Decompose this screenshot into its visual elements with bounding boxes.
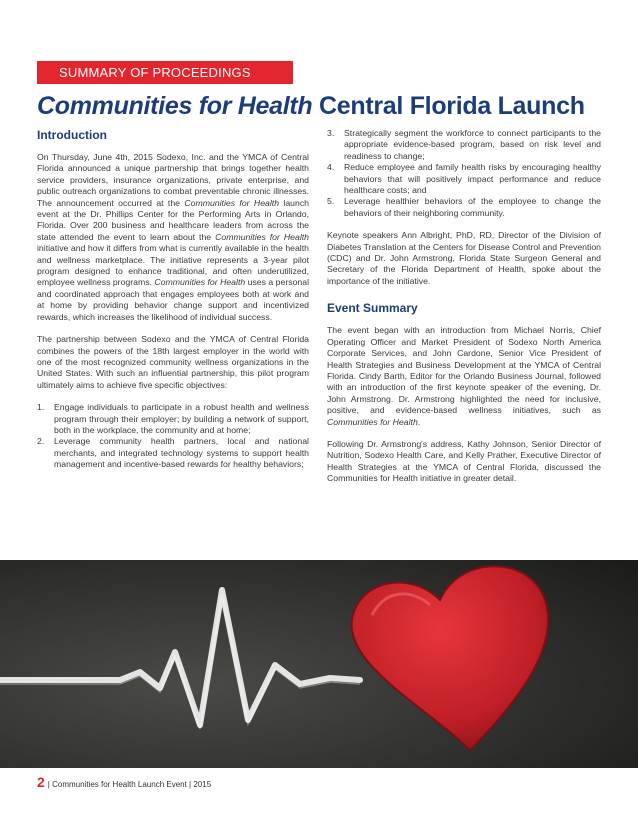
list-item	[327, 128, 601, 162]
event-summary-heading: Event Summary	[327, 301, 418, 316]
intro-paragraph-2: The partnership between Sodexo and the YMCA of Central Florida combines the powers of the 18th largest employer in the world with one of the most recognized community wellness organizations in the United States. With such an influential partnership, this pilot program ultimately aims to achieve five specific objectives:	[37, 334, 309, 390]
objectives-list-part-1	[37, 402, 309, 470]
text-run-italic: Communities for Health	[215, 231, 309, 242]
list-item	[327, 162, 601, 196]
list-item	[37, 436, 309, 470]
footer-text: | Communities for Health Launch Event | 2015	[47, 780, 212, 789]
right-column	[327, 128, 601, 496]
title-rest: Central Florida Launch	[312, 92, 585, 120]
list-number: 3.	[327, 128, 335, 138]
list-text: Strategically segment the workforce to connect participants to the appropriate evidence-based program, based on risk level and readiness to change;	[344, 128, 601, 161]
objectives-list-part-2	[327, 128, 601, 219]
chalkboard-illustration	[0, 560, 638, 768]
list-number: 5.	[327, 196, 335, 207]
text-run: initiative and how it differs from what is currently available in the health and wellness marketplace. The initiative represents a 3-year pilot program designed to enhance traditional, and often underutilized, employee wellness programs.	[37, 243, 309, 288]
intro-paragraph-1	[37, 152, 309, 323]
section-banner: SUMMARY OF PROCEEDINGS	[37, 61, 293, 84]
list-number: 2.	[37, 436, 45, 447]
list-number: 1.	[37, 402, 45, 413]
list-text: Engage individuals to participate in a robust health and wellness program through their employer; by building a network of support, both in the workplace, the community and at home;	[54, 402, 309, 435]
title-italic: Communities for Health	[37, 92, 313, 120]
text-run-italic: Communities for Health	[154, 277, 246, 288]
text-run-italic: Communities for Health	[327, 416, 418, 427]
list-item	[37, 402, 309, 436]
page-footer	[37, 774, 211, 790]
text-run: .	[417, 416, 421, 427]
heartbeat-heart-image	[0, 560, 638, 768]
page-number: 2	[37, 774, 45, 790]
text-run: The event began with an introduction from Michael Norris, Chief Operating Officer and Market President of Sodexo North America Corporate Services, and John Cardone, Senior Vice President of Health Strategies and Business Development at the YMCA of Central Florida. Cindy Barth, Editor for the Orlando Business Journal, followed with an introduction of the first keynote speaker of the evening, Dr. John Armstrong. Dr. Armstrong highlighted the need for inclusive, positive, and evidence-based wellness initiatives, such as	[327, 325, 601, 416]
keynote-paragraph: Keynote speakers Ann Albright, PhD, RD, Director of the Division of Diabetes Translation at the Centers for Disease Control and Prevention (CDC) and Dr. John Armstrong, Florida State Surgeon General and Secretary of the Florida Department of Health, spoke about the importance of the initiative.	[327, 230, 601, 286]
text-run: On Thursday, June 4th, 2015 Sodexo, Inc. and the YMCA of Central Florida announced a unique partnership that brings together health service providers, insurance organizations, private enterprise, and public outreach organizations to combat preventable chronic illnesses. The announcement occurred at the	[37, 152, 309, 208]
event-paragraph-2: Following Dr. Armstrong's address, Kathy Johnson, Senior Director of Nutrition, Sodexo Health Care, and Kelly Prather, Executive Director of Health Strategies at the YMCA of Central Florida, discussed the Communities for Health initiative in greater detail.	[327, 438, 601, 484]
text-run-italic: Communities for Health	[184, 197, 280, 208]
list-text: Reduce employee and family health risks by encouraging healthy behaviors that will positively impact performance and reduce healthcare costs; and	[344, 162, 601, 196]
list-item	[327, 196, 601, 219]
left-column	[37, 128, 309, 482]
text-run: uses a personal and coordinated approach that engages employees both at work and at home by providing behavior change support and incentivized rewards, which increases the likelihood of individual success.	[37, 277, 309, 322]
list-text: Leverage community health partners, local and national merchants, and integrated technology systems to support health management and incentive-based rewards for healthy behaviors;	[54, 436, 309, 470]
text-run: launch event at the Dr. Phillips Center for the Performing Arts in Orlando, Florida. Over 200 business and healthcare leaders from across the state attended the event to learn about the	[37, 197, 310, 242]
list-text: Leverage healthier behaviors of the employee to change the behaviors of their neighboring community.	[344, 196, 601, 218]
page-title	[37, 92, 585, 121]
list-number: 4.	[327, 162, 335, 173]
introduction-heading: Introduction	[37, 128, 107, 142]
event-paragraph-1	[327, 325, 601, 428]
